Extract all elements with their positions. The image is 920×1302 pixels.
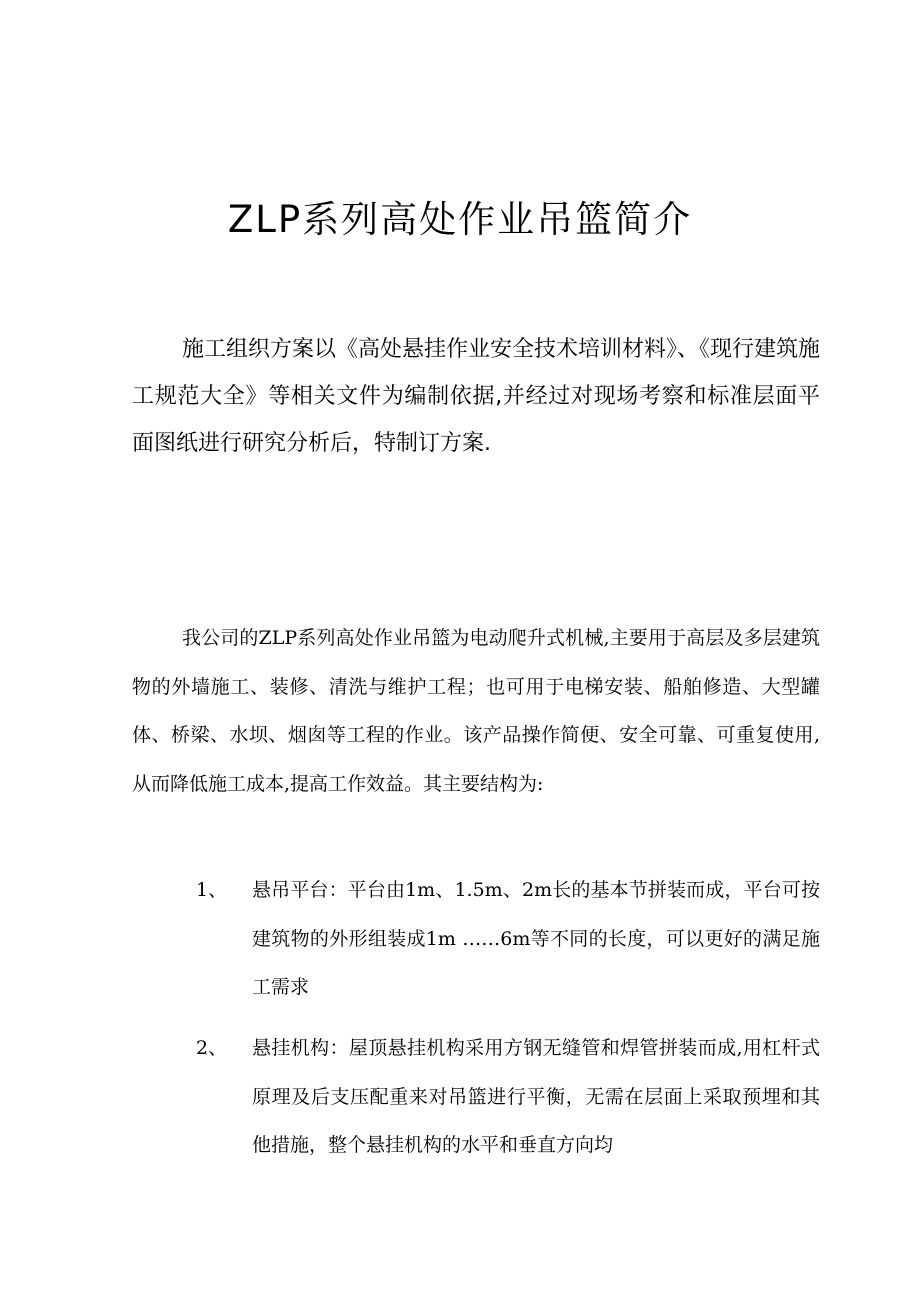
list-item-text: 悬吊平台：平台由1m、1.5m、2m长的基本节拼装而成，平台可按建筑物的外形组装成1m ……6m等不同的长度，可以更好的满足施工需求 xyxy=(252,879,820,998)
list-item-number: 1、 xyxy=(196,879,228,901)
page-title: ZLP系列高处作业吊篮简介 xyxy=(227,198,693,241)
intro-paragraph: 施工组织方案以《高处悬挂作业安全技术培训材料》、《现行建筑施工规范大全》等相关文件为编制依据,并经过对现场考察和标准层面平面图纸进行研究分析后，特制订方案. xyxy=(132,337,821,456)
list-item-number: 2、 xyxy=(196,1037,228,1059)
body-paragraph: 我公司的ZLP系列高处作业吊篮为电动爬升式机械,主要用于高层及多层建筑物的外墙施工、装修、清洗与维护工程；也可用于电梯安装、船舶修造、大型罐体、桥梁、水坝、烟囱等工程的作业。该产品操作简便、安全可靠、可重复使用,从而降低施工成本,提高工作效益。其主要结构为: xyxy=(132,627,820,795)
list-item-text: 悬挂机构：屋顶悬挂机构采用方钢无缝管和焊管拼装而成,用杠杆式原理及后支压配重来对吊篮进行平衡，无需在层面上采取预埋和其他措施，整个悬挂机构的水平和垂直方向均 xyxy=(252,1037,820,1156)
